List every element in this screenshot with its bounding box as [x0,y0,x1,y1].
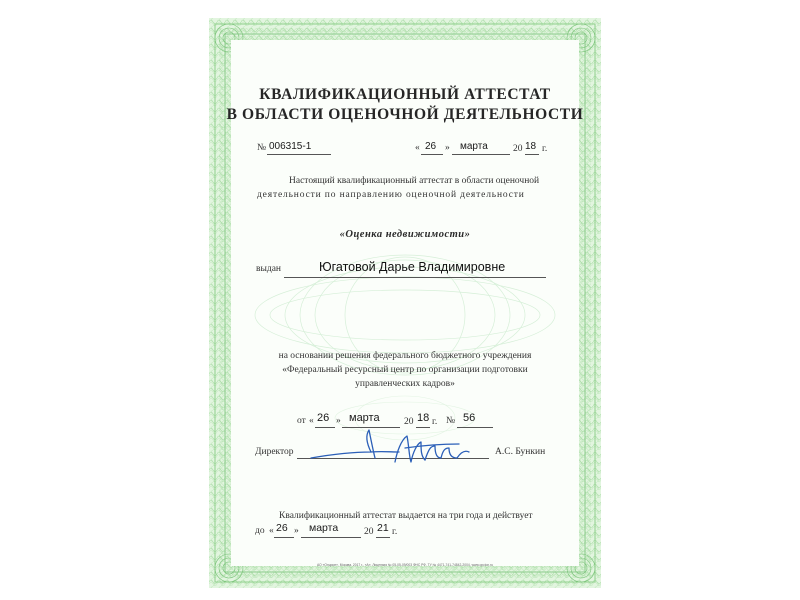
director-label: Директор [255,447,294,457]
director-signature [309,422,479,472]
decision-year-prefix: 20 [404,417,414,427]
validity-month: марта [309,522,339,534]
validity-year-abbr: г. [392,527,398,537]
validity-year-underline [376,537,390,538]
decision-open-quote: « [309,416,314,426]
printer-imprint: АО «Опцион», Москва, 2017 г., «А». Лицензия № 05-05-09/003 ФНС РФ, ТУ № 4471-741-74842-2004, www.opcion.ru [316,563,494,567]
name-underline [284,277,546,278]
year-underline [525,154,539,155]
issued-label: выдан [256,264,282,274]
certificate-sheet [209,18,601,588]
validity-close-quote: » [294,526,299,536]
number-prefix: № [257,143,267,153]
date-close-quote: » [445,143,450,153]
validity-day-underline [274,537,294,538]
validity-month-underline [301,537,361,538]
decision-number: 56 [463,412,476,424]
decision-year-abbr: г. [432,417,438,427]
date-open-quote: « [415,143,420,153]
basis-line2: «Федеральный ресурсный центр по организации подготовки [282,365,528,375]
day-underline [421,154,443,155]
month-underline [452,154,510,155]
issue-year-prefix: 20 [513,144,523,154]
signer-name: А.С. Бункин [495,447,546,457]
intro-line1: Настоящий квалификационный аттестат в области оценочной [289,176,540,186]
basis-line3: управленческих кадров» [355,379,455,389]
decision-from-label: от [297,416,306,426]
validity-year-prefix: 20 [364,527,374,537]
basis-line1: на основании решения федерального бюджетного учреждения [278,351,532,361]
validity-day: 26 [276,522,288,534]
validity-year-suffix: 21 [377,522,389,534]
certificate-number: 006315-1 [269,141,312,152]
issue-day: 26 [425,141,437,152]
issue-year-abbr: г. [542,144,548,154]
validity-until-label: до [255,526,265,536]
certificate-title-line1: КВАЛИФИКАЦИОННЫЙ АТТЕСТАТ [259,86,551,103]
decision-month: марта [349,412,380,424]
intro-line2: деятельности по направлению оценочной деятельности [257,190,525,200]
certificate-title-line2: В ОБЛАСТИ ОЦЕНОЧНОЙ ДЕЯТЕЛЬНОСТИ [226,106,584,123]
issue-year-suffix: 18 [525,141,537,152]
decision-number-prefix: № [446,416,456,426]
holder-name: Югатовой Дарье Владимировне [319,260,506,274]
number-underline [267,154,331,155]
validity-line: Квалификационный аттестат выдается на три года и действует [279,511,533,521]
decision-day: 26 [317,412,330,424]
validity-open-quote: « [269,526,274,536]
specialization: «Оценка недвижимости» [339,229,471,240]
decision-year-suffix: 18 [417,412,430,424]
issue-month: марта [460,141,488,152]
decision-close-quote: » [336,416,341,426]
